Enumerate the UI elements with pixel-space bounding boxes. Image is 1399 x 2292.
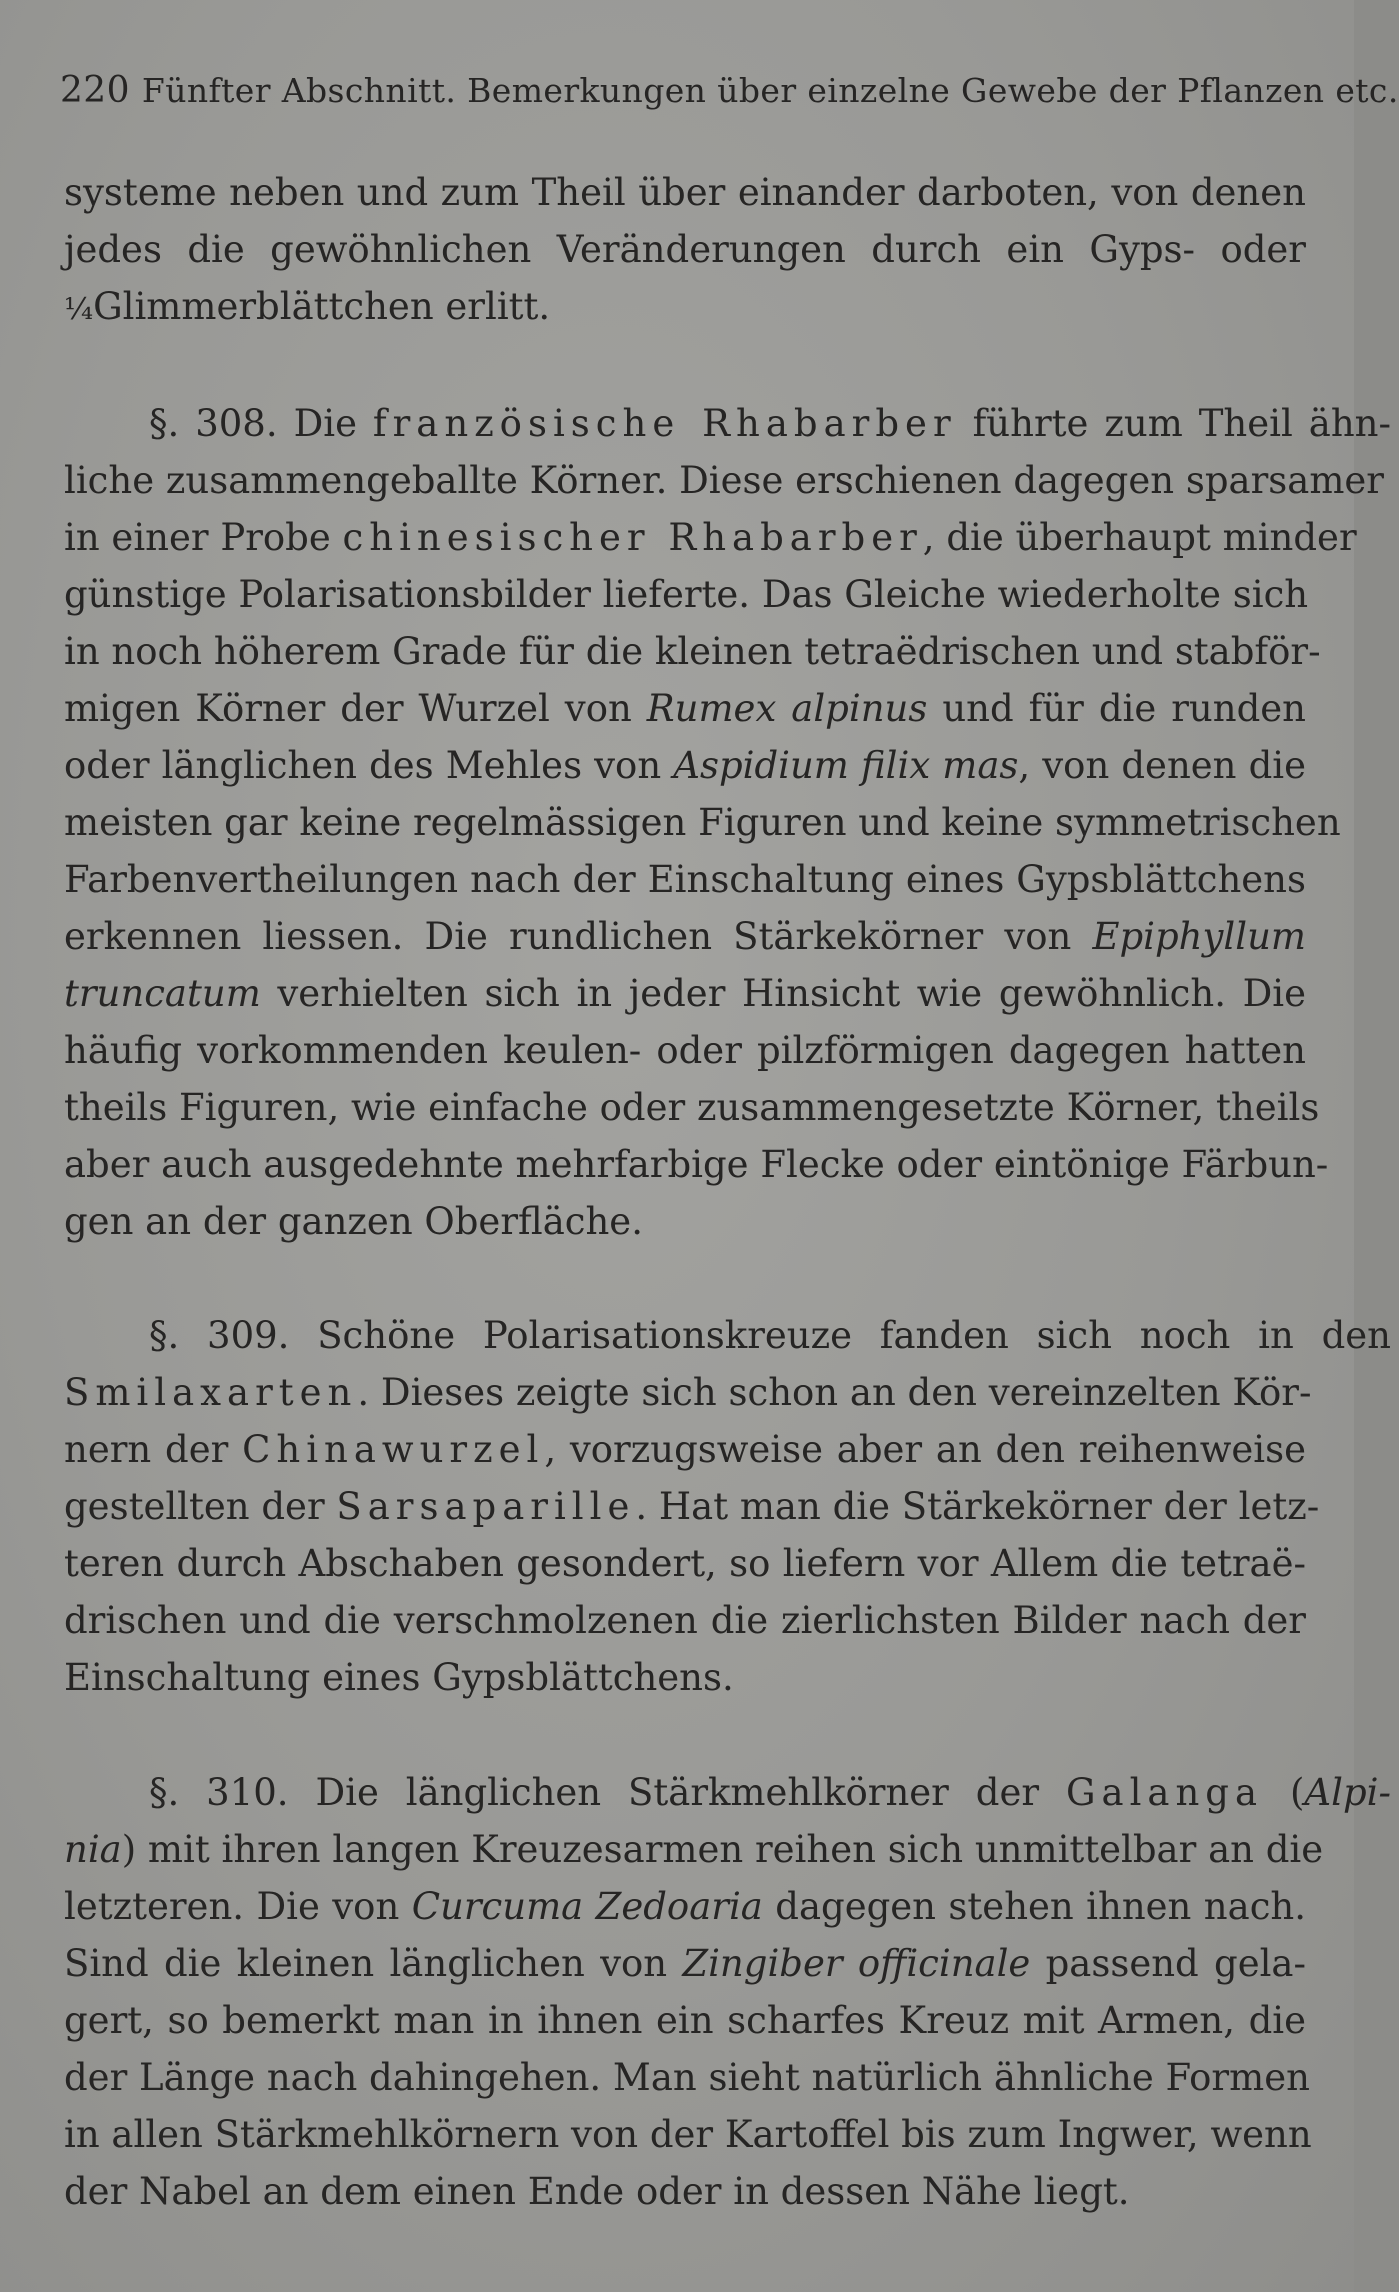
text-line: meisten gar keine regelmässigen Figuren und keine symmetrischen (64, 801, 1341, 844)
running-title: Fünfter Abschnitt. Bemerkungen über einzelne Gewebe der Pflanzen etc. (141, 71, 1399, 110)
text-line: günstige Polarisationsbilder lieferte. Das Gleiche wiederholte sich (64, 573, 1309, 616)
text-line: der Nabel an dem einen Ende oder in dessen Nähe liegt. (64, 2170, 1130, 2213)
text-line: teren durch Abschaben gesondert, so liefern vor Allem die tetraë- (64, 1542, 1306, 1585)
text-line: letzteren. Die von Curcuma Zedoaria dagegen stehen ihnen nach. (64, 1885, 1307, 1928)
text-line: gestellten der Sarsaparille. Hat man die Stärkekörner der letz- (64, 1485, 1320, 1528)
text-line: aber auch ausgedehnte mehrfarbige Flecke oder eintönige Färbun- (64, 1143, 1329, 1186)
text-line: gert, so bemerkt man in ihnen ein scharfes Kreuz mit Armen, die (64, 1999, 1306, 2042)
text-line: drischen und die verschmolzenen die zierlichsten Bilder nach der (64, 1599, 1306, 1642)
text-line: der Länge nach dahingehen. Man sieht natürlich ähnliche Formen (64, 2056, 1310, 2099)
running-header (60, 68, 1399, 114)
text-line: Farbenvertheilungen nach der Einschaltung eines Gypsblättchens (64, 858, 1306, 901)
text-line: Einschaltung eines Gypsblättchens. (64, 1656, 734, 1699)
text-line-section-308: §. 308. Die französische Rhabarber führte zum Theil ähn- (149, 402, 1391, 445)
text-line-section-309: §. 309. Schöne Polarisationskreuze fanden sich noch in den (149, 1314, 1391, 1357)
text-line: truncatum verhielten sich in jeder Hinsicht wie gewöhnlich. Die (64, 972, 1306, 1015)
text-line: häufig vorkommenden keulen- oder pilzförmigen dagegen hatten (64, 1029, 1306, 1072)
text-line: oder länglichen des Mehles von Aspidium filix mas, von denen die (64, 744, 1307, 787)
page-number: 220 (60, 70, 130, 111)
text-line: in allen Stärkmehlkörnern von der Kartoffel bis zum Ingwer, wenn (64, 2113, 1312, 2156)
text-line: Sind die kleinen länglichen von Zingiber officinale passend gela- (64, 1942, 1306, 1985)
text-line: ¼Glimmerblättchen erlitt. (64, 285, 551, 328)
text-line: systeme neben und zum Theil über einander darboten, von denen (64, 171, 1306, 214)
text-line: jedes die gewöhnlichen Veränderungen durch ein Gyps- oder (64, 228, 1306, 271)
text-line: erkennen liessen. Die rundlichen Stärkekörner von Epiphyllum (64, 915, 1306, 958)
text-line: in noch höherem Grade für die kleinen tetraëdrischen und stabför- (64, 630, 1321, 673)
text-line: gen an der ganzen Oberfläche. (64, 1200, 643, 1243)
text-line: liche zusammengeballte Körner. Diese erschienen dagegen sparsamer (64, 459, 1384, 502)
text-line: migen Körner der Wurzel von Rumex alpinus und für die runden (64, 687, 1306, 730)
fraction-quarter: ¼ (64, 292, 94, 327)
text-line: nern der Chinawurzel, vorzugsweise aber an den reihenweise (64, 1428, 1306, 1471)
text-line: in einer Probe chinesischer Rhabarber, die überhaupt minder (64, 516, 1357, 559)
text-line: Smilaxarten. Dieses zeigte sich schon an den vereinzelten Kör- (64, 1371, 1312, 1414)
text-line: theils Figuren, wie einfache oder zusammengesetzte Körner, theils (64, 1086, 1320, 1129)
text-line: nia) mit ihren langen Kreuzesarmen reihen sich unmittelbar an die (64, 1828, 1324, 1871)
text-line-section-310: §. 310. Die länglichen Stärkmehlkörner der Galanga (Alpi- (149, 1771, 1391, 1814)
